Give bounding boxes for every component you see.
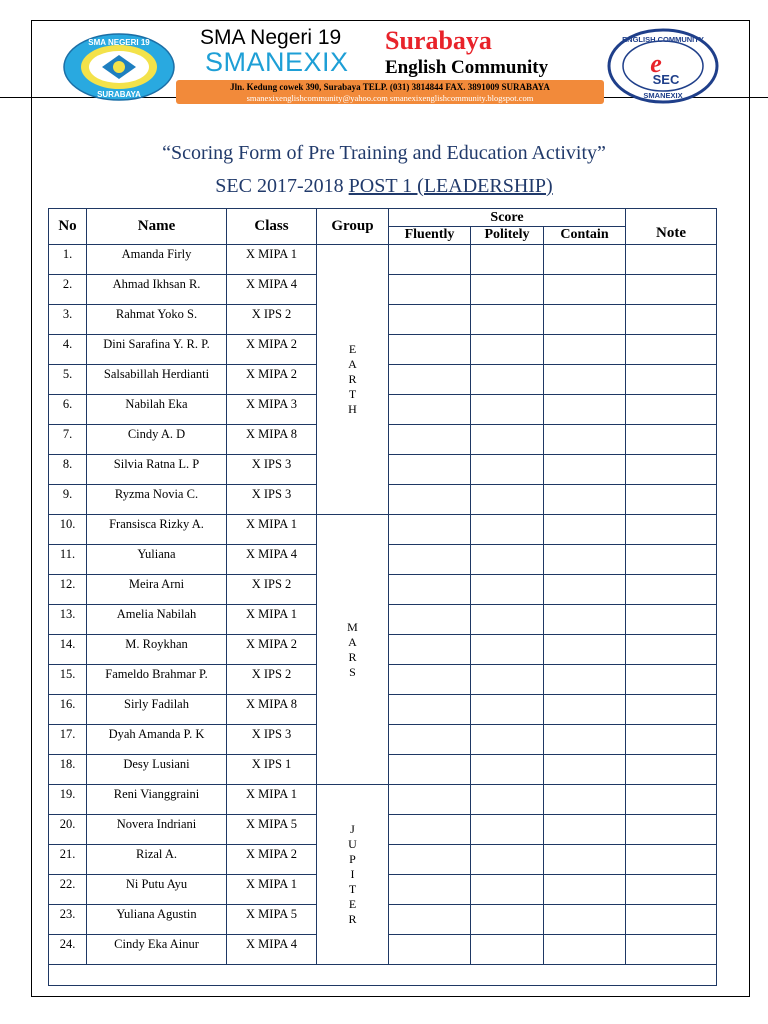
politely-score-cell[interactable] (471, 605, 544, 635)
subtitle-underlined: POST 1 (LEADERSHIP) (348, 175, 553, 197)
note-cell[interactable] (626, 395, 717, 425)
fluently-score-cell[interactable] (389, 695, 471, 725)
politely-score-cell[interactable] (471, 305, 544, 335)
school-name: SMA Negeri 19 (200, 26, 342, 49)
politely-score-cell[interactable] (471, 875, 544, 905)
politely-score-cell[interactable] (471, 455, 544, 485)
fluently-score-cell[interactable] (389, 575, 471, 605)
fluently-score-cell[interactable] (389, 545, 471, 575)
right-logo-top-text: ENGLISH COMMUNITY (622, 35, 704, 44)
politely-score-cell[interactable] (471, 515, 544, 545)
student-class: X IPS 3 (227, 455, 317, 485)
student-class: X MIPA 4 (227, 545, 317, 575)
table-row (49, 515, 717, 545)
row-number: 7. (49, 425, 87, 455)
fluently-score-cell[interactable] (389, 635, 471, 665)
group-earth (317, 245, 389, 515)
fluently-score-cell[interactable] (389, 785, 471, 815)
right-logo-bottom-text: SMANEXIX (643, 91, 683, 100)
student-class: X MIPA 1 (227, 785, 317, 815)
fluently-score-cell[interactable] (389, 815, 471, 845)
community-name: English Community (385, 57, 549, 78)
student-name: Yuliana Agustin (87, 905, 227, 935)
student-name: Rahmat Yoko S. (87, 305, 227, 335)
note-cell[interactable] (626, 905, 717, 935)
student-class: X MIPA 2 (227, 845, 317, 875)
contain-score-cell[interactable] (544, 725, 626, 755)
note-cell[interactable] (626, 275, 717, 305)
student-name: Amanda Firly (87, 245, 227, 275)
politely-score-cell[interactable] (471, 755, 544, 785)
politely-score-cell[interactable] (471, 575, 544, 605)
student-class: X MIPA 8 (227, 695, 317, 725)
politely-score-cell[interactable] (471, 365, 544, 395)
student-name: Sirly Fadilah (87, 695, 227, 725)
contain-score-cell[interactable] (544, 785, 626, 815)
group-letter: T (348, 387, 357, 401)
row-number: 4. (49, 335, 87, 365)
note-cell[interactable] (626, 755, 717, 785)
contain-score-cell[interactable] (544, 665, 626, 695)
note-cell[interactable] (626, 695, 717, 725)
student-name: Dini Sarafina Y. R. P. (87, 335, 227, 365)
row-number: 11. (49, 545, 87, 575)
note-cell[interactable] (626, 455, 717, 485)
row-number: 3. (49, 305, 87, 335)
header-name: Name (87, 209, 227, 245)
note-cell[interactable] (626, 245, 717, 275)
student-class: X MIPA 4 (227, 275, 317, 305)
contain-score-cell[interactable] (544, 605, 626, 635)
student-name: Novera Indriani (87, 815, 227, 845)
note-cell[interactable] (626, 305, 717, 335)
header-no: No (49, 209, 87, 245)
row-number: 18. (49, 755, 87, 785)
group-letter: T (348, 882, 357, 896)
politely-score-cell[interactable] (471, 785, 544, 815)
student-class: X IPS 2 (227, 665, 317, 695)
group-letter: E (348, 897, 357, 911)
spacer-cell (49, 965, 717, 986)
group-letter: H (348, 402, 357, 416)
table-row (49, 785, 717, 815)
politely-score-cell[interactable] (471, 905, 544, 935)
note-cell[interactable] (626, 725, 717, 755)
group-jupiter (317, 785, 389, 965)
contain-score-cell[interactable] (544, 425, 626, 455)
form-subtitle (0, 175, 768, 198)
politely-score-cell[interactable] (471, 425, 544, 455)
fluently-score-cell[interactable] (389, 365, 471, 395)
student-class: X MIPA 4 (227, 935, 317, 965)
group-letter: U (348, 837, 357, 851)
note-cell[interactable] (626, 605, 717, 635)
student-name: Desy Lusiani (87, 755, 227, 785)
fluently-score-cell[interactable] (389, 845, 471, 875)
group-letter: S (349, 664, 356, 679)
group-letter: P (349, 852, 356, 866)
student-class: X MIPA 1 (227, 875, 317, 905)
row-number: 19. (49, 785, 87, 815)
note-cell[interactable] (626, 365, 717, 395)
student-class: X IPS 2 (227, 305, 317, 335)
group-letter: A (348, 357, 357, 371)
note-cell[interactable] (626, 635, 717, 665)
student-name: Fransisca Rizky A. (87, 515, 227, 545)
fluently-score-cell[interactable] (389, 305, 471, 335)
politely-score-cell[interactable] (471, 935, 544, 965)
contact-text: smanexixenglishcommunity@yahoo.com smanexixenglishcommunity.blogspot.com (246, 93, 534, 103)
header-note: Note (626, 209, 717, 245)
fluently-score-cell[interactable] (389, 245, 471, 275)
fluently-score-cell[interactable] (389, 605, 471, 635)
sec-logo (606, 28, 720, 104)
fluently-score-cell[interactable] (389, 425, 471, 455)
table-body (49, 245, 717, 986)
contain-score-cell[interactable] (544, 395, 626, 425)
politely-score-cell[interactable] (471, 815, 544, 845)
note-cell[interactable] (626, 335, 717, 365)
group-mars (317, 515, 389, 785)
contain-score-cell[interactable] (544, 245, 626, 275)
fluently-score-cell[interactable] (389, 935, 471, 965)
student-class: X IPS 1 (227, 755, 317, 785)
note-cell[interactable] (626, 845, 717, 875)
fluently-score-cell[interactable] (389, 725, 471, 755)
row-number: 6. (49, 395, 87, 425)
politely-score-cell[interactable] (471, 695, 544, 725)
row-number: 8. (49, 455, 87, 485)
right-logo-center-text: SEC (652, 72, 680, 87)
row-number: 1. (49, 245, 87, 275)
left-logo-top-text: SMA NEGERI 19 (88, 38, 150, 47)
contain-score-cell[interactable] (544, 635, 626, 665)
note-cell[interactable] (626, 815, 717, 845)
student-class: X MIPA 5 (227, 905, 317, 935)
fluently-score-cell[interactable] (389, 515, 471, 545)
politely-score-cell[interactable] (471, 845, 544, 875)
student-name: M. Roykhan (87, 635, 227, 665)
student-name: Ni Putu Ayu (87, 875, 227, 905)
student-name: Cindy Eka Ainur (87, 935, 227, 965)
student-name: Salsabillah Herdianti (87, 365, 227, 395)
contain-score-cell[interactable] (544, 905, 626, 935)
politely-score-cell[interactable] (471, 635, 544, 665)
politely-score-cell[interactable] (471, 275, 544, 305)
city-name: Surabaya (385, 26, 492, 55)
contain-score-cell[interactable] (544, 935, 626, 965)
row-number: 5. (49, 365, 87, 395)
student-name: Amelia Nabilah (87, 605, 227, 635)
row-number: 9. (49, 485, 87, 515)
row-number: 12. (49, 575, 87, 605)
fluently-score-cell[interactable] (389, 755, 471, 785)
form-title: “Scoring Form of Pre Training and Education Activity” (162, 142, 606, 164)
contain-score-cell[interactable] (544, 875, 626, 905)
note-cell[interactable] (626, 665, 717, 695)
row-number: 16. (49, 695, 87, 725)
row-number: 2. (49, 275, 87, 305)
group-letter: R (348, 912, 357, 926)
student-name: Meira Arni (87, 575, 227, 605)
student-name: Rizal A. (87, 845, 227, 875)
row-number: 22. (49, 875, 87, 905)
politely-score-cell[interactable] (471, 335, 544, 365)
fluently-score-cell[interactable] (389, 665, 471, 695)
student-class: X IPS 3 (227, 725, 317, 755)
contain-score-cell[interactable] (544, 815, 626, 845)
group-letter: A (348, 634, 357, 649)
student-class: X MIPA 2 (227, 635, 317, 665)
contain-score-cell[interactable] (544, 275, 626, 305)
row-number: 21. (49, 845, 87, 875)
contain-score-cell[interactable] (544, 485, 626, 515)
politely-score-cell[interactable] (471, 485, 544, 515)
table-row (49, 245, 717, 275)
row-number: 24. (49, 935, 87, 965)
scoring-table (48, 208, 717, 986)
fluently-score-cell[interactable] (389, 395, 471, 425)
note-cell[interactable] (626, 575, 717, 605)
politely-score-cell[interactable] (471, 725, 544, 755)
row-number: 14. (49, 635, 87, 665)
group-letter: I (350, 867, 355, 881)
politely-score-cell[interactable] (471, 245, 544, 275)
student-name: Fameldo Brahmar P. (87, 665, 227, 695)
fluently-score-cell[interactable] (389, 335, 471, 365)
group-letter: R (348, 372, 357, 386)
politely-score-cell[interactable] (471, 665, 544, 695)
student-name: Reni Vianggraini (87, 785, 227, 815)
student-class: X MIPA 1 (227, 605, 317, 635)
note-cell[interactable] (626, 875, 717, 905)
student-name: Nabilah Eka (87, 395, 227, 425)
contain-score-cell[interactable] (544, 845, 626, 875)
student-class: X IPS 2 (227, 575, 317, 605)
group-letter: M (347, 619, 358, 634)
fluently-score-cell[interactable] (389, 905, 471, 935)
student-name: Ahmad Ikhsan R. (87, 275, 227, 305)
subtitle-plain: SEC 2017-2018 (215, 175, 349, 197)
school-logo (62, 33, 176, 101)
row-number: 17. (49, 725, 87, 755)
student-class: X MIPA 1 (227, 515, 317, 545)
contain-score-cell[interactable] (544, 755, 626, 785)
row-number: 23. (49, 905, 87, 935)
student-name: Ryzma Novia C. (87, 485, 227, 515)
contain-score-cell[interactable] (544, 335, 626, 365)
student-name: Cindy A. D (87, 425, 227, 455)
fluently-score-cell[interactable] (389, 875, 471, 905)
group-letter: E (348, 342, 357, 356)
row-number: 13. (49, 605, 87, 635)
header-class: Class (227, 209, 317, 245)
group-letter: J (350, 822, 355, 836)
note-cell[interactable] (626, 485, 717, 515)
student-class: X MIPA 8 (227, 425, 317, 455)
student-class: X MIPA 1 (227, 245, 317, 275)
contain-score-cell[interactable] (544, 455, 626, 485)
fluently-score-cell[interactable] (389, 455, 471, 485)
row-number: 10. (49, 515, 87, 545)
student-class: X MIPA 2 (227, 365, 317, 395)
contain-score-cell[interactable] (544, 365, 626, 395)
contain-score-cell[interactable] (544, 515, 626, 545)
header-score: Score (389, 209, 626, 227)
row-number: 20. (49, 815, 87, 845)
svg-text:e: e (650, 49, 662, 78)
contain-score-cell[interactable] (544, 305, 626, 335)
header-fluently: Fluently (389, 227, 471, 245)
club-name: SMANEXIX (205, 47, 349, 77)
student-name: Dyah Amanda P. K (87, 725, 227, 755)
student-class: X MIPA 5 (227, 815, 317, 845)
address-text: Jln. Kedung cowek 390, Surabaya TELP. (031) 3814844 FAX. 3891009 SURABAYA (230, 82, 550, 92)
header-politely: Politely (471, 227, 544, 245)
student-class: X MIPA 3 (227, 395, 317, 425)
note-cell[interactable] (626, 425, 717, 455)
spacer-row (49, 965, 717, 986)
group-letter: R (348, 649, 357, 664)
student-class: X MIPA 2 (227, 335, 317, 365)
left-logo-bottom-text: SURABAYA (97, 90, 141, 99)
student-class: X IPS 3 (227, 485, 317, 515)
student-name: Yuliana (87, 545, 227, 575)
politely-score-cell[interactable] (471, 545, 544, 575)
fluently-score-cell[interactable] (389, 485, 471, 515)
contain-score-cell[interactable] (544, 545, 626, 575)
contain-score-cell[interactable] (544, 695, 626, 725)
note-cell[interactable] (626, 515, 717, 545)
header-contain: Contain (544, 227, 626, 245)
row-number: 15. (49, 665, 87, 695)
note-cell[interactable] (626, 785, 717, 815)
politely-score-cell[interactable] (471, 395, 544, 425)
fluently-score-cell[interactable] (389, 275, 471, 305)
header-group: Group (317, 209, 389, 245)
note-cell[interactable] (626, 545, 717, 575)
note-cell[interactable] (626, 935, 717, 965)
student-name: Silvia Ratna L. P (87, 455, 227, 485)
contain-score-cell[interactable] (544, 575, 626, 605)
